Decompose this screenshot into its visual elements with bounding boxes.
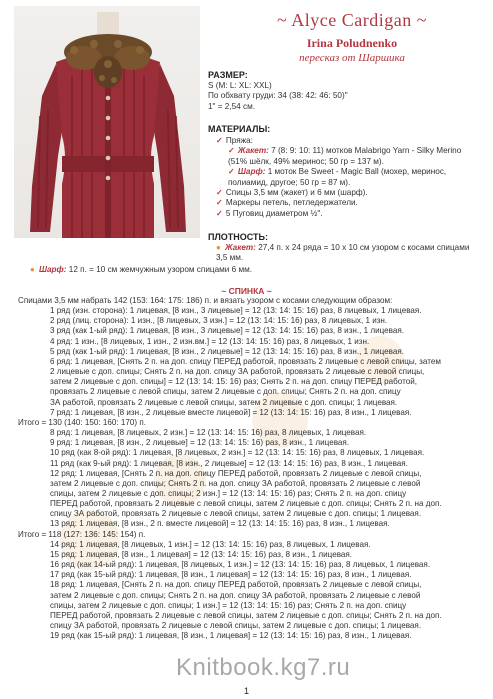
inch-conversion: 1" = 2,54 см. [208, 101, 255, 111]
site-watermark: Knitbook.kg7.ru [176, 654, 351, 681]
check-icon: ✓ [216, 136, 223, 145]
instruction-line: 11 ряд (как 9-ый ряд): 1 лицевая, [8 изн., 2 лицевые] = 12 (13: 14: 15: 16) раз, 8 изн., 1 лицевая. [50, 458, 408, 468]
instruction-line: затем 2 лицевые с доп. спицы; Снять 2 п. на доп. спицу ЗА работой, провязать 2 лицевые с левой [50, 478, 421, 488]
instruction-line: 5 ряд (как 1-ый ряд): 1 лицевая, [8 изн., 2 лицевые] = 12 (13: 14: 15: 16) раз, 8 изн., 1 лицевая. [50, 346, 405, 356]
size-block [208, 81, 478, 112]
pattern-author: Irina Poludnenko [306, 36, 398, 50]
instruction-line: затем 2 лицевые с доп. спицы; Снять 2 п. на доп. спицу ЗА работой, провязать 2 лицевые с левой [50, 590, 421, 600]
size-heading: РАЗМЕР: [208, 70, 248, 80]
instruction-line: спицы, затем 2 лицевые с доп. спицы; 1 изн.] = 12 (13: 14: 15: 16) раз; Снять 2 п. на доп. спицу [50, 600, 407, 610]
needles-item: ✓ Спицы 3,5 мм (жакет) и 6 мм (шарф). [216, 188, 368, 198]
materials-heading: МАТЕРИАЛЫ: [208, 124, 271, 134]
buttons-item: ✓ 5 Пуговиц диаметром ½". [216, 208, 323, 218]
instruction-line: затем 2 лицевые с доп. спицы] = 12 (13: 14: 15: 16) раз; Снять 2 п. на доп. спицу ПЕРЕД работой, [50, 377, 417, 387]
materials-block [216, 136, 482, 219]
instruction-line: спицы, затем 2 лицевые с доп. спицы; 2 изн.] = 12 (13: 14: 15: 16) раз; Снять 2 п. на доп. спицу [50, 488, 407, 498]
bullet-icon: ● [216, 243, 221, 252]
stitch-total: Итого = 130 (140: 150: 160: 170) п. [18, 417, 146, 427]
yarn-jacket: ✓ Жакет: 7 (8: 9: 10: 11) мотков Malabrigo Yarn - Silky Merino (51% шёлк, 49% меринос; 50 гр = 137 м). [228, 146, 462, 166]
translation-credit: пересказ от Шаршика [299, 52, 405, 64]
instruction-line: 6 ряд: 1 лицевая, [Снять 2 п. на доп. спицу ПЕРЕД работой, провязать 2 лицевые с левой спицы, затем [50, 356, 441, 366]
stitch-total: Итого = 118 (127: 136: 145: 154) п. [18, 529, 146, 539]
chest-measure: По обхвату груди: 34 (38: 42: 46: 50)" [208, 91, 348, 101]
instruction-line: 8 ряд: 1 лицевая, [8 лицевых, 2 изн.] = 12 (13: 14: 15: 16) раз, 8 лицевых, 1 лицевая. [50, 428, 367, 438]
back-heading: ~ СПИНКА ~ [221, 286, 272, 296]
instruction-line: 17 ряд (как 15-ый ряд): 1 лицевая, [8 изн., 1 лицевая] = 12 (13: 14: 15: 16) раз, 8 изн., 1 лицевая. [50, 570, 412, 580]
page-number: 1 [243, 686, 249, 696]
instruction-line: спицу ЗА работой, провязать 2 лицевые с левой спицы, затем 2 лицевые с доп. спицы; 1 лицевая. [50, 621, 422, 630]
bullet-icon: ● [30, 265, 35, 274]
cardigan-photo [14, 6, 200, 238]
size-list: S (M: L: XL: XXL) [208, 81, 272, 90]
instruction-line: Спицами 3,5 мм набрать 142 (153: 164: 175: 186) п. и вязать узором с косами следующим образом: [18, 296, 393, 305]
gauge-heading: ПЛОТНОСТЬ: [208, 232, 269, 242]
instruction-line: 15 ряд: 1 лицевая, [8 изн., 1 лицевая] = 12 (13: 14: 15: 16) раз, 8 изн., 1 лицевая. [50, 549, 353, 559]
instruction-line: ПЕРЕД работой, провязать 2 лицевые с левой спицы, затем 2 лицевые с доп. спицы; Снять 2 п. на доп. [50, 610, 442, 620]
check-icon: ✓ [228, 146, 235, 156]
yarn-item: ✓ Пряжа: [216, 136, 253, 145]
instruction-line: 12 ряд: 1 лицевая, [Снять 2 п. на доп. спицу ПЕРЕД работой, провязать 2 лицевые с левой спицы, [50, 468, 422, 478]
check-icon: ✓ [228, 167, 235, 177]
instruction-line: 9 ряд: 1 лицевая, [8 изн., 2 лицевые] = 12 (13: 14: 15: 16) раз, 8 изн., 1 лицевая. [50, 438, 350, 448]
instruction-line: 19 ряд (как 15-ый ряд): 1 лицевая, [8 изн., 1 лицевая] = 12 (13: 14: 15: 16) раз, 8 изн., 1 лицевая. [50, 631, 412, 641]
instruction-line: 2 ряд (лиц. сторона): 1 изн., [8 лицевых, 3 изн.] = 12 (13: 14: 15: 16) раз, 8 лицевых, 1 изн. [50, 316, 388, 326]
yarn-scarf: ✓ Шарф: 1 моток Be Sweet - Magic Ball (мохер, меринос, полиамид, другое; 50 гр = 87 м). [228, 167, 447, 187]
instruction-line: 4 ряд: 1 изн., [8 лицевых, 1 изн., 2 изн.вм.] = 12 (13: 14: 15: 16) раз, 8 лицевых, 1 изн. [50, 336, 370, 346]
instruction-line: ЗА работой, провязать 2 лицевые с левой спицы, затем 2 лицевые с доп. спицы; 1 лицевая. [50, 397, 398, 407]
instruction-line: 14 ряд: 1 лицевая, [8 лицевых, 1 изн.] = 12 (13: 14: 15: 16) раз, 8 лицевых, 1 лицевая. [50, 539, 371, 549]
back-instructions [18, 296, 478, 641]
instruction-line: 10 ряд (как 8-ой ряд): 1 лицевая, [8 лицевых, 2 изн.] = 12 (13: 14: 15: 16) раз, 8 лицевых, 1 лицевая. [50, 448, 425, 458]
gauge-scarf: ● Шарф: 12 п. = 10 см жемчужным узором спицами 6 мм. [30, 265, 252, 274]
instruction-line: 13 ряд: 1 лицевая, [8 изн., 2 п. вместе лицевой] = 12 (13: 14: 15: 16) раз, 8 изн., 1 лицевая. [50, 519, 390, 529]
check-icon: ✓ [216, 208, 223, 218]
check-icon: ✓ [216, 198, 223, 208]
instruction-line: провязать 2 лицевые с левой спицы, затем 2 лицевые с доп. спицы; Снять 2 п. на доп. спицу [50, 387, 401, 397]
instruction-line: 2 лицевые с доп. спицы; Снять 2 п. на доп. спицу ЗА работой, провязать 2 лицевые с левой спицы, [50, 367, 425, 377]
pattern-title: ~ Alyce Cardigan ~ [277, 10, 427, 30]
instruction-line: 1 ряд (изн. сторона): 1 лицевая, [8 изн., 3 лицевые] = 12 (13: 14: 15: 16) раз, 8 лицевых, 1 лицевая. [50, 306, 422, 316]
instruction-line: 18 ряд: 1 лицевая, [Снять 2 п. на доп. спицу ПЕРЕД работой, провязать 2 лицевые с левой спицы, [50, 580, 422, 590]
cardigan-illustration [14, 6, 200, 238]
instruction-line: ПЕРЕД работой, провязать 2 лицевые с левой спицы, затем 2 лицевые с доп. спицы; Снять 2 п. на доп. [50, 499, 442, 509]
instruction-line: 3 ряд (как 1-ый ряд): 1 лицевая, [8 изн., 3 лицевые] = 12 (13: 14: 15: 16) раз, 8 изн., 1 лицевая. [50, 326, 405, 336]
check-icon: ✓ [216, 188, 223, 198]
instruction-line: 7 ряд: 1 лицевая, [8 изн., 2 лицевые вместе лицевой] = 12 (13: 14: 15: 16) раз, 8 изн., 1 лицевая. [50, 407, 412, 417]
gauge-jacket: ● Жакет: 27,4 п. x 24 ряда = 10 x 10 см узором с косами спицами 3,5 мм. [216, 243, 470, 263]
markers-item: ✓ Маркеры петель, петледержатели. [216, 198, 358, 208]
instruction-line: 16 ряд (как 14-ый ряд): 1 лицевая, [8 лицевых, 1 изн.] = 12 (13: 14: 15: 16) раз, 8 лицевых, 1 лицевая. [50, 560, 431, 570]
instruction-line: спицу ЗА работой, провязать 2 лицевые с левой спицы, затем 2 лицевые с доп. спицы; 1 лицевая. [50, 509, 422, 519]
